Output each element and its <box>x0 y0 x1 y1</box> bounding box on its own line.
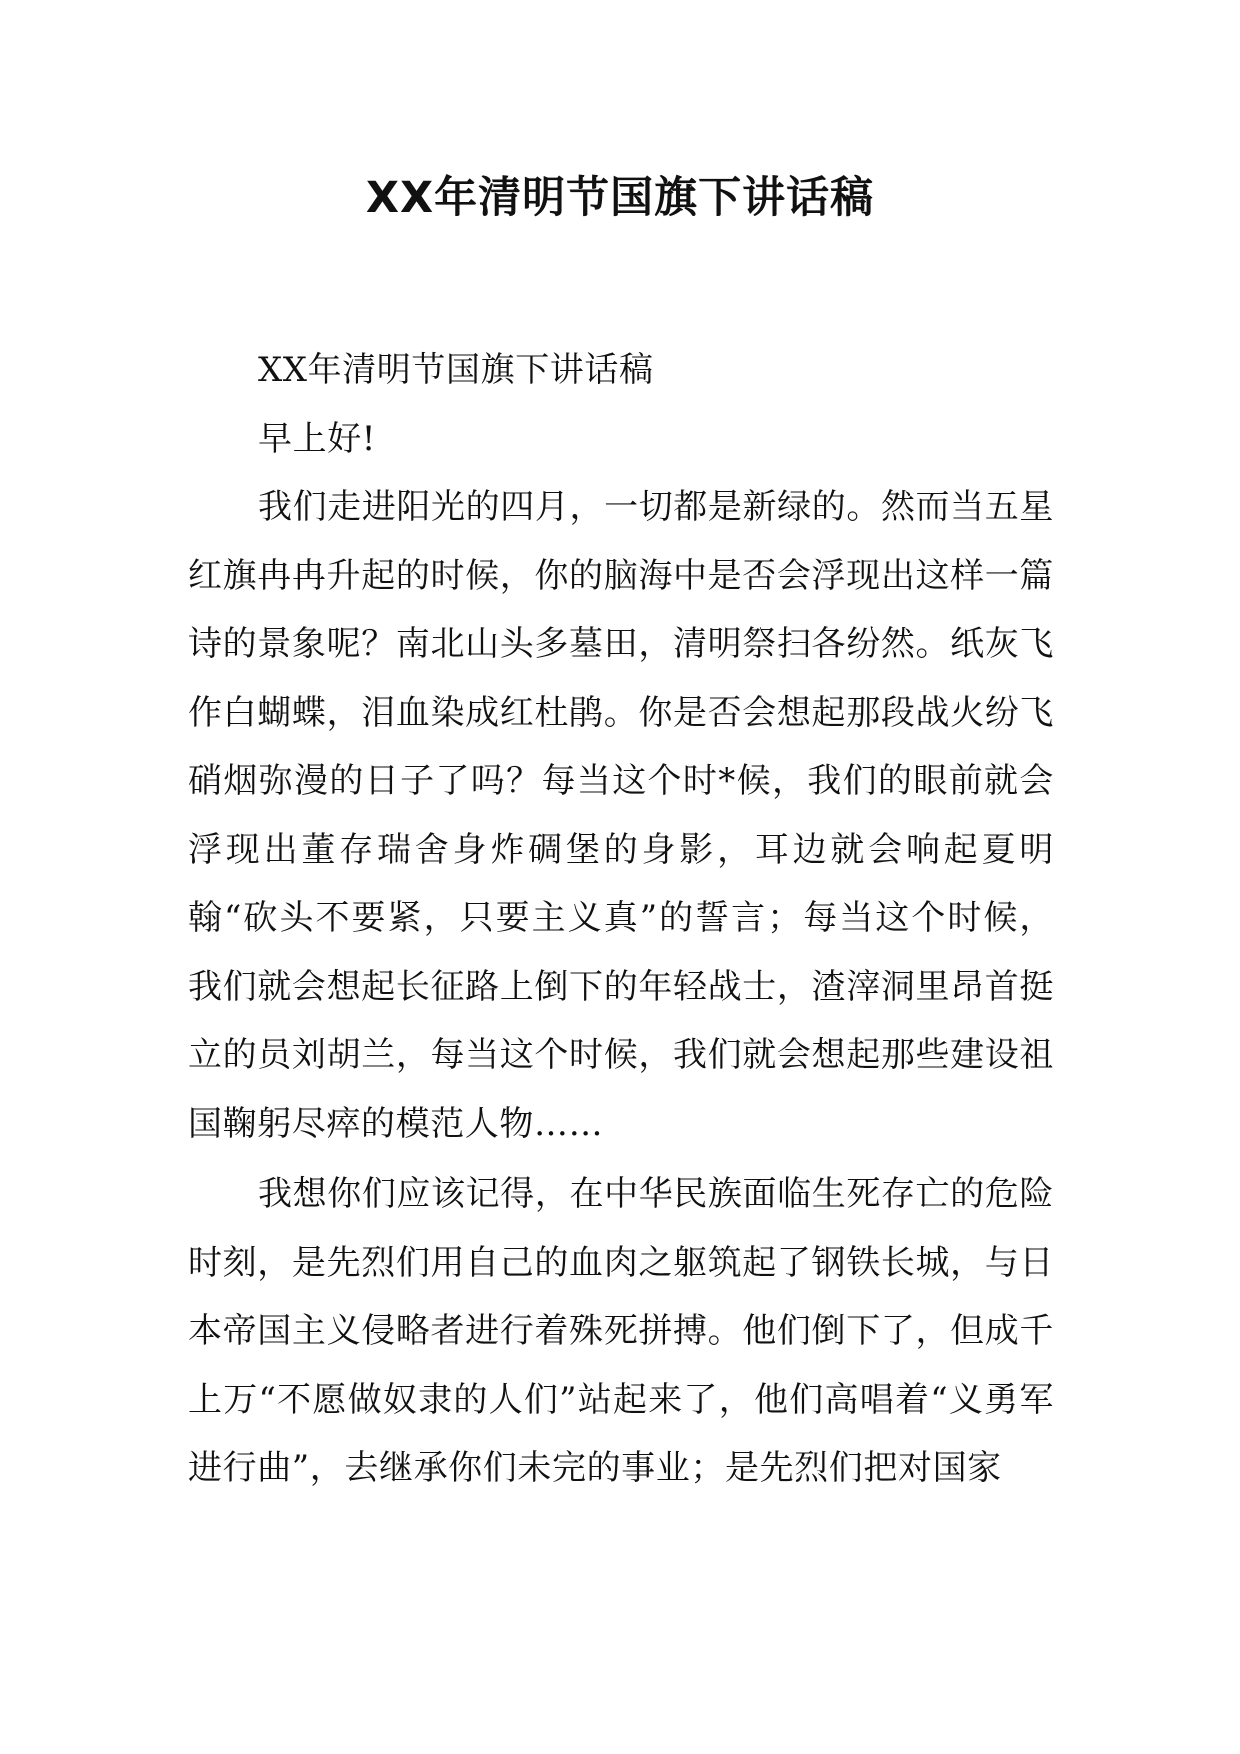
paragraph-subtitle: XX年清明节国旗下讲话稿 <box>258 350 654 390</box>
paragraph-body-1: 我们走进阳光的四月，一切都是新绿的。然而当五星红旗冉冉升起的时候，你的脑海中是否会浮现出这样一篇诗的景象呢？南北山头多墓田，清明祭扫各纷然。纸灰飞作白蝴蝶，泪血染成红杜鹃。你是否会想起那段战火纷飞硝烟弥漫的日子了吗？每当这个时*候，我们的眼前就会浮现出董存瑞舍身炸碉堡的身影，耳边就会响起夏明翰“砍头不要紧，只要主义真”的誓言；每当这个时候，我们就会想起长征路上倒下的年轻战士，渣滓洞里昂首挺立的员刘胡兰，每当这个时候，我们就会想起那些建设祖国鞠躬尽瘁的模范人物…… <box>188 487 1054 1144</box>
paragraph-body-2: 我想你们应该记得，在中华民族面临生死存亡的危险时刻，是先烈们用自己的血肉之躯筑起了钢铁长城，与日本帝国主义侵略者进行着殊死拼搏。他们倒下了，但成千上万“不愿做奴隶的人们”站起来了，他们高唱着“义勇军进行曲”，去继承你们未完的事业；是先烈们把对国家 <box>188 1174 1054 1488</box>
document-title: XX年清明节国旗下讲话稿 <box>365 173 875 223</box>
document-body <box>188 336 1054 1503</box>
paragraph-greeting: 早上好! <box>258 418 377 459</box>
